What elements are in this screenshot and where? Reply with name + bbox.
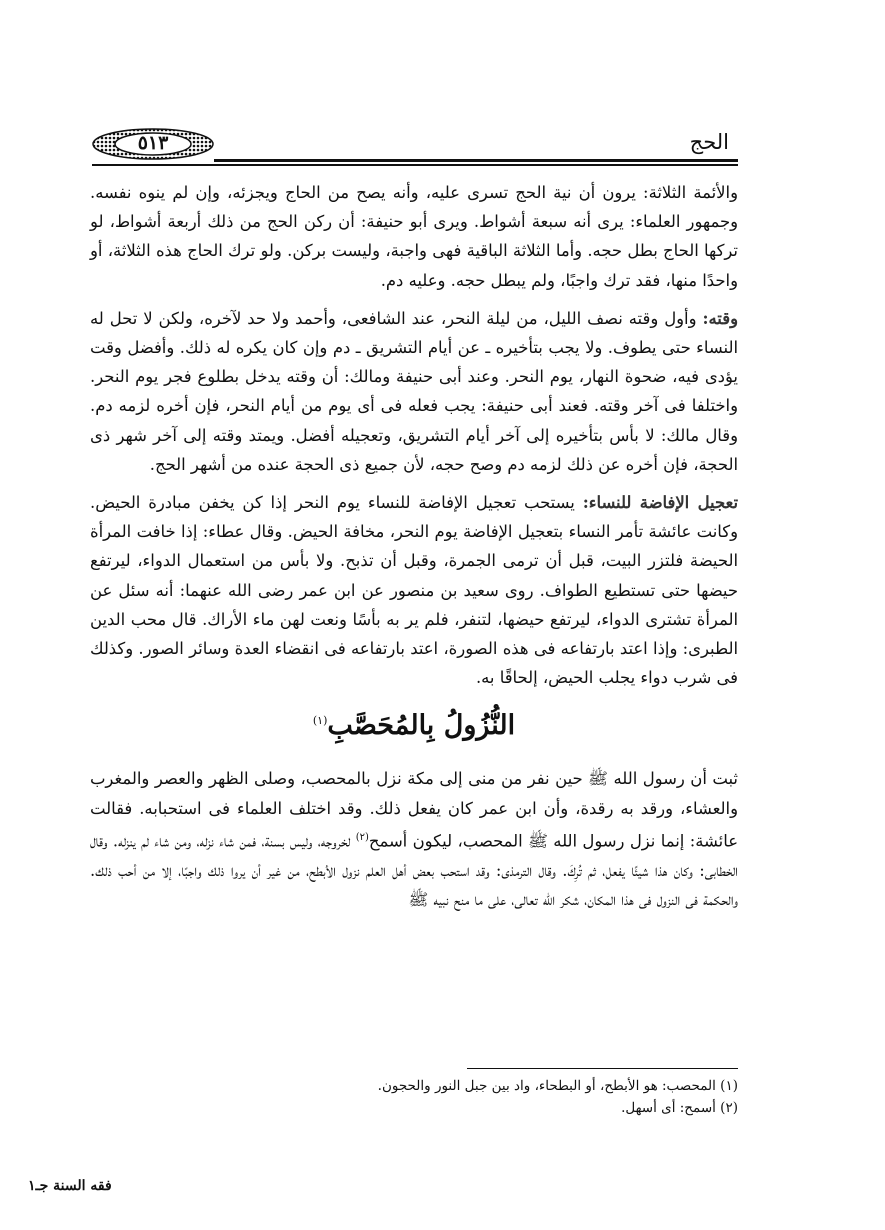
paragraph	[90, 764, 738, 913]
paragraph-lead: وقته:	[702, 308, 738, 328]
paragraph	[90, 304, 738, 479]
paragraph-text: وأول وقته نصف الليل، من ليلة النحر، عند الشافعى، وأحمد ولا حد لآخره، ولكن لا تحل له النساء حتى يطوف. ولا يجب بتأخيره ـ عن أيام التشريق ـ دم وإن كان يكره له ذلك. وأفضل وقت يؤدى فيه، ضحوة النهار، يوم النحر. وعند أبى حنيفة ومالك: أن وقته يدخل بطلوع فجر يوم النحر. واختلفا فى آخر وقته. فعند أبى حنيفة: يجب فعله فى أى يوم من أيام النحر، فإن أخره لزمه دم. وقال مالك: لا بأس بتأخيره إلى آخر أيام التشريق، وتعجيله أفضل. ويمتد وقته إلى آخر شهر ذى الحجة، فإن أخره عن ذلك لزمه دم وصح حجه، لأن جميع ذى الحجة عنده من أشهر الحج.	[90, 308, 738, 474]
paragraph-text: والأئمة الثلاثة: يرون أن نية الحج تسرى عليه، وأنه يصح من الحاج ويجزئه، وإن لم ينوه نفسه. وجمهور العلماء: يرى أنه سبعة أشواط. ويرى أبو حنيفة: أن ركن الحج من ذلك أربعة أشواط، لو تركها الحاج بطل حجه. وأما الثلاثة الباقية فهى واجبة، وليست بركن. ولو ترك الحاج هذه الثلاثة، أو واحدًا منها، فقد ترك واجبًا، ولم يبطل حجه. وعليه دم.	[90, 183, 738, 290]
paragraph-text: ثبت أن رسول الله ﷺ حين نفر من منى إلى مكة نزل بالمحصب، وصلى الظهر والعصر والمغرب والعشاء، ورقد به رقدة، وأن ابن عمر كان يفعل ذلك. وقد اختلف العلماء فى استحبابه. فقالت عائشة: إنما نزل رسول الله ﷺ المحصب، ليكون أسمح	[90, 769, 738, 851]
footnotes	[90, 1075, 738, 1119]
page-number: ٥١٣	[137, 132, 169, 154]
paragraph	[90, 178, 738, 295]
main-text	[90, 178, 738, 914]
section-heading	[90, 701, 738, 746]
page-number-badge	[92, 128, 214, 160]
paragraph	[90, 488, 738, 692]
paragraph-lead: تعجيل الإفاضة للنساء:	[582, 493, 739, 513]
header-rule-thin	[92, 164, 738, 166]
running-title: الحج	[689, 130, 729, 154]
footnote-marker: (١)	[312, 714, 328, 728]
book-label: فقه السنة جـ١	[28, 1178, 112, 1194]
section-heading-text: النُّزُولُ بِالمُحَصَّبِ	[327, 710, 516, 742]
header-rule-thick	[214, 159, 738, 162]
footnote-rule	[467, 1068, 738, 1069]
footnote-2: (٢) أسمح: أى أسهل.	[621, 1100, 738, 1116]
paragraph-text: لخروجه، وليس بسنة، فمن شاء نزله، ومن شاء لم ينزله. وقال الخطابى: وكان هذا شيئًا يفعل، ثم تُرِكَ. وقال الترمذى: وقد استحب بعض أهل العلم نزول الأبطح، من غير أن يروا ذلك واجبًا، إلا من أحب ذلك. والحكمة فى النزول فى هذا المكان، شكر الله تعالى، على ما منح نبيه ﷺ	[90, 831, 738, 909]
footnote-marker: (٢)	[355, 831, 369, 843]
paragraph-text: يستحب تعجيل الإفاضة للنساء يوم النحر إذا كن يخفن مبادرة الحيض. وكانت عائشة تأمر النساء بتعجيل الإفاضة يوم النحر، مخافة الحيض. وقال عطاء: إذا خافت المرأة الحيضة فلتزر البيت، قبل أن ترمى الجمرة، وقبل أن تذبح. ولا بأس من استعمال الدواء، ليرتفع حيضها حتى تستطيع الطواف. روى سعيد بن منصور عن ابن عمر رضى الله عنهما: أنه سئل عن المرأة تشترى الدواء، ليرتفع حيضها، لتنفر، فلم ير به بأسًا ونعت لهن ماء الأراك. قال محب الدين الطبرى: وإذا اعتد بارتفاعه فى هذه الصورة، اعتد بارتفاعه فى انقضاء العدة وسائر الصور. وكذلك فى شرب دواء يجلب الحيض، إلحاقًا به.	[90, 493, 738, 688]
footnote-1: (١) المحصب: هو الأبطح، أو البطحاء، واد بين جبل النور والحجون.	[377, 1078, 738, 1094]
